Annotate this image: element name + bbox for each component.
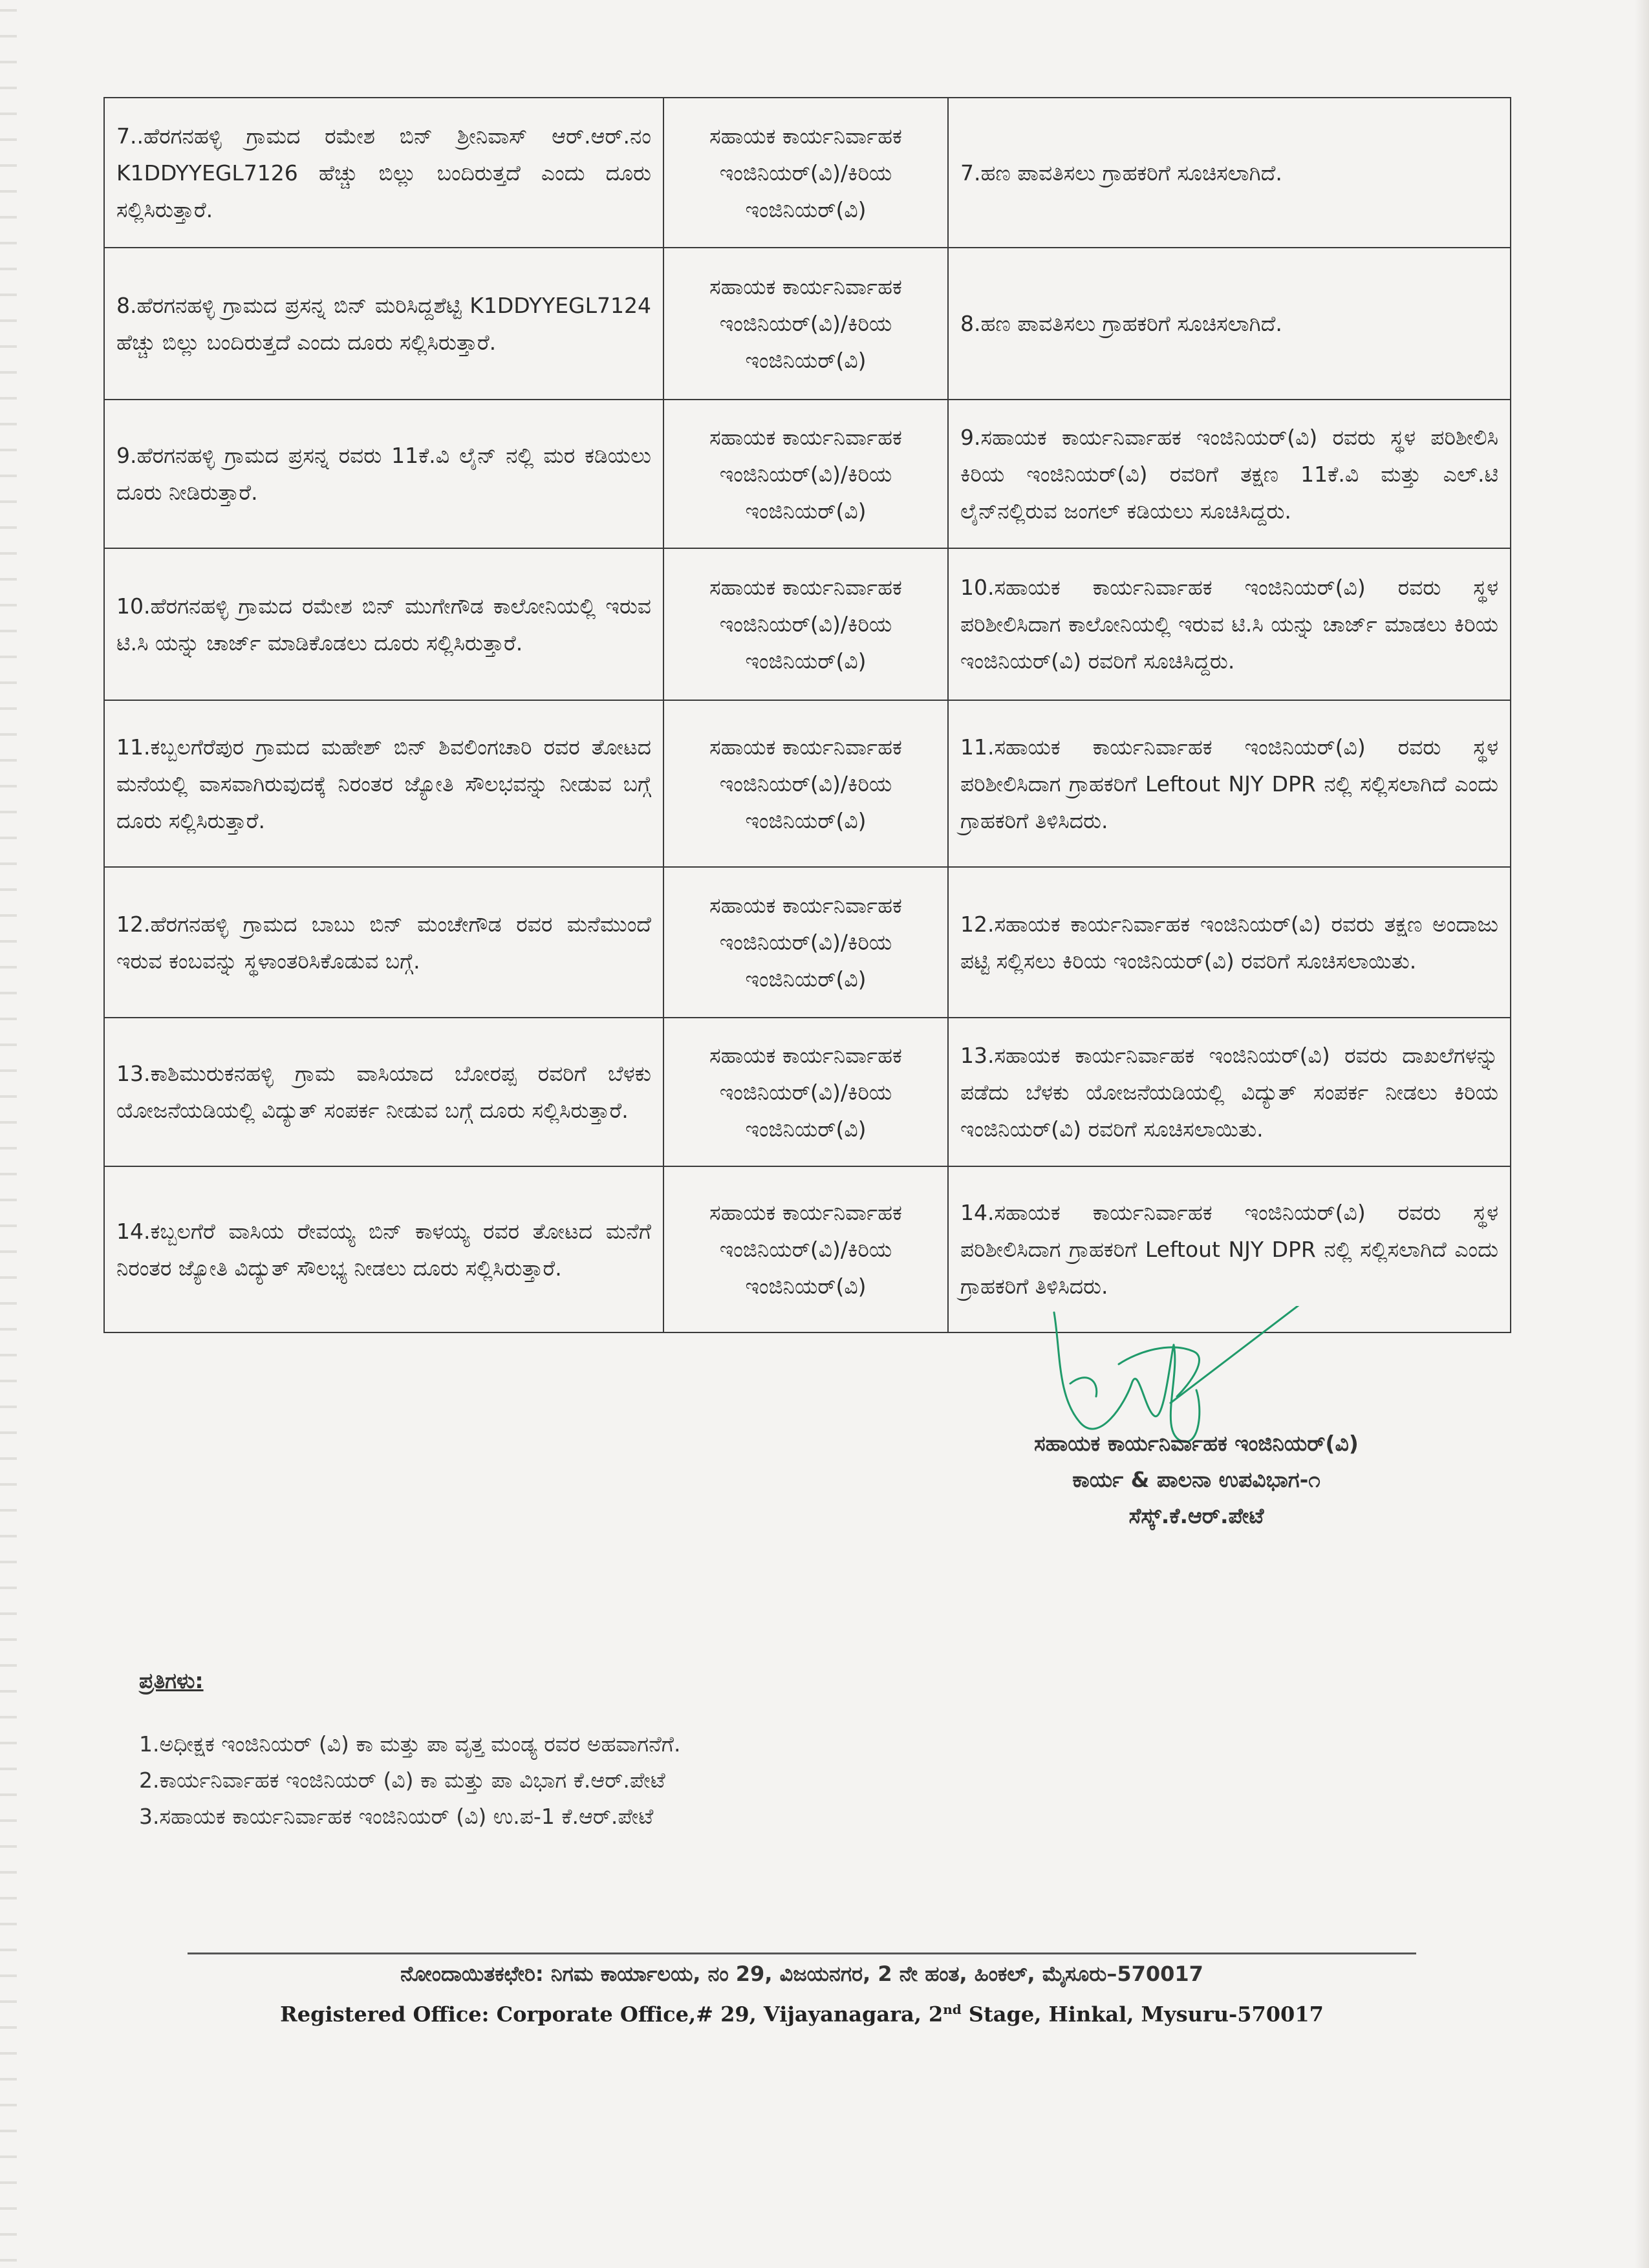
copy-item: 3.ಸಹಾಯಕ ಕಾರ್ಯನಿರ್ವಾಹಕ ಇಂಜಿನಿಯರ್ (ವಿ) ಉ.ಪ-1 ಕೆ.ಆರ್.ಪೇಟೆ	[139, 1804, 654, 1829]
action-cell: 13.ಸಹಾಯಕ ಕಾರ್ಯನಿರ್ವಾಹಕ ಇಂಜಿನಿಯರ್(ವಿ) ರವರು ದಾಖಲೆಗಳನ್ನು ಪಡೆದು ಬೆಳಕು ಯೋಜನೆಯಡಿಯಲ್ಲಿ ವಿದ್ಯುತ್ ಸಂಪರ್ಕ ನೀಡಲು ಕಿರಿಯ ಇಂಜಿನಿಯರ್(ವಿ) ರವರಿಗೆ ಸೂಚಿಸಲಾಯಿತು.	[948, 1018, 1511, 1166]
action-cell: 9.ಸಹಾಯಕ ಕಾರ್ಯನಿರ್ವಾಹಕ ಇಂಜಿನಿಯರ್(ವಿ) ರವರು ಸ್ಥಳ ಪರಿಶೀಲಿಸಿ ಕಿರಿಯ ಇಂಜಿನಿಯರ್(ವಿ) ರವರಿಗೆ ತಕ್ಷಣ 11ಕೆ.ವಿ ಮತ್ತು ಎಲ್.ಟಿ ಲೈನ್‌ನಲ್ಲಿರುವ ಜಂಗಲ್ ಕಡಿಯಲು ಸೂಚಿಸಿದ್ದರು.	[948, 400, 1511, 548]
signatory-designation: ಸಹಾಯಕ ಕಾರ್ಯನಿರ್ವಾಹಕ ಇಂಜಿನಿಯರ್(ವಿ)	[1034, 1431, 1359, 1456]
footer-address-kannada: ನೋಂದಾಯಿತಕಛೇರಿ: ನಿಗಮ ಕಾರ್ಯಾಲಯ, ನಂ 29, ವಿಜಯನಗರ, 2 ನೇ ಹಂತ, ಹಿಂಕಲ್, ಮೈಸೂರು–570017	[400, 1962, 1203, 1986]
action-cell: 11.ಸಹಾಯಕ ಕಾರ್ಯನಿರ್ವಾಹಕ ಇಂಜಿನಿಯರ್(ವಿ) ರವರು ಸ್ಥಳ ಪರಿಶೀಲಿಸಿದಾಗ ಗ್ರಾಹಕರಿಗೆ Leftout NJY DPR ನಲ್ಲಿ ಸಲ್ಲಿಸಲಾಗಿದೆ ಎಂದು ಗ್ರಾಹಕರಿಗೆ ತಿಳಿಸಿದರು.	[948, 700, 1511, 867]
officer-cell: ಸಹಾಯಕ ಕಾರ್ಯನಿರ್ವಾಹಕ ಇಂಜಿನಿಯರ್(ವಿ)/ಕಿರಿಯ ಇಂಜಿನಿಯರ್(ವಿ)	[663, 1166, 948, 1332]
table-row	[104, 867, 1511, 1018]
action-cell: 10.ಸಹಾಯಕ ಕಾರ್ಯನಿರ್ವಾಹಕ ಇಂಜಿನಿಯರ್(ವಿ) ರವರು ಸ್ಥಳ ಪರಿಶೀಲಿಸಿದಾಗ ಕಾಲೋನಿಯಲ್ಲಿ ಇರುವ ಟಿ.ಸಿ ಯನ್ನು ಚಾರ್ಜ್ ಮಾಡಲು ಕಿರಿಯ ಇಂಜಿನಿಯರ್(ವಿ) ರವರಿಗೆ ಸೂಚಿಸಿದ್ದರು.	[948, 548, 1511, 700]
complaint-cell: 12.ಹೆರಗನಹಳ್ಳಿ ಗ್ರಾಮದ ಬಾಬು ಬಿನ್ ಮಂಚೇಗೌಡ ರವರ ಮನೆಮುಂದೆ ಇರುವ ಕಂಬವನ್ನು ಸ್ಥಳಾಂತರಿಸಿಕೊಡುವ ಬಗ್ಗೆ.	[104, 867, 663, 1018]
action-cell: 8.ಹಣ ಪಾವತಿಸಲು ಗ್ರಾಹಕರಿಗೆ ಸೂಚಿಸಲಾಗಿದೆ.	[948, 248, 1511, 400]
complaint-cell: 11.ಕಬ್ಬಲಗೆರೆಪುರ ಗ್ರಾಮದ ಮಹೇಶ್ ಬಿನ್ ಶಿವಲಿಂಗಚಾರಿ ರವರ ತೋಟದ ಮನೆಯಲ್ಲಿ ವಾಸವಾಗಿರುವುದಕ್ಕೆ ನಿರಂತರ ಜ್ಯೋತಿ ಸೌಲಭವನ್ನು ನೀಡುವ ಬಗ್ಗೆ ದೂರು ಸಲ್ಲಿಸಿರುತ್ತಾರೆ.	[104, 700, 663, 867]
table-row	[104, 248, 1511, 400]
complaints-table	[103, 97, 1511, 1333]
complaint-cell: 13.ಕಾಶಿಮುರುಕನಹಳ್ಳಿ ಗ್ರಾಮ ವಾಸಿಯಾದ ಬೋರಪ್ಪ ರವರಿಗೆ ಬೆಳಕು ಯೋಜನೆಯಡಿಯಲ್ಲಿ ವಿದ್ಯುತ್ ಸಂಪರ್ಕ ನೀಡುವ ಬಗ್ಗೆ ದೂರು ಸಲ್ಲಿಸಿರುತ್ತಾರೆ.	[104, 1018, 663, 1166]
table-row	[104, 700, 1511, 867]
complaint-cell: 10.ಹೆರಗನಹಳ್ಳಿ ಗ್ರಾಮದ ರಮೇಶ ಬಿನ್ ಮುಗೇಗೌಡ ಕಾಲೋನಿಯಲ್ಲಿ ಇರುವ ಟಿ.ಸಿ ಯನ್ನು ಚಾರ್ಜ್ ಮಾಡಿಕೊಡಲು ದೂರು ಸಲ್ಲಿಸಿರುತ್ತಾರೆ.	[104, 548, 663, 700]
copies-heading: ಪ್ರತಿಗಳು:	[139, 1668, 204, 1693]
officer-cell: ಸಹಾಯಕ ಕಾರ್ಯನಿರ್ವಾಹಕ ಇಂಜಿನಿಯರ್(ವಿ)/ಕಿರಿಯ ಇಂಜಿನಿಯರ್(ವಿ)	[663, 867, 948, 1018]
signatory-block	[905, 1426, 1487, 1534]
copies-list	[139, 1726, 1044, 1835]
officer-cell: ಸಹಾಯಕ ಕಾರ್ಯನಿರ್ವಾಹಕ ಇಂಜಿನಿಯರ್(ವಿ)/ಕಿರಿಯ ಇಂಜಿನಿಯರ್(ವಿ)	[663, 400, 948, 548]
complaint-cell: 7..ಹೆರಗನಹಳ್ಳಿ ಗ್ರಾಮದ ರಮೇಶ ಬಿನ್ ಶ್ರೀನಿವಾಸ್ ಆರ್.ಆರ್.ನಂ K1DDYYEGL7126 ಹೆಚ್ಚು ಬಿಲ್ಲು ಬಂದಿರುತ್ತದೆ ಎಂದು ದೂರು ಸಲ್ಲಿಸಿರುತ್ತಾರೆ.	[104, 98, 663, 248]
signatory-office: ಕಾರ್ಯ & ಪಾಲನಾ ಉಪವಿಭಾಗ-೧	[1072, 1467, 1320, 1492]
copy-item: 1.ಅಧೀಕ್ಷಕ ಇಂಜಿನಿಯರ್ (ವಿ) ಕಾ ಮತ್ತು ಪಾ ವೃತ್ತ ಮಂಡ್ಯ ರವರ ಅಹವಾಗನೆಗೆ.	[139, 1731, 681, 1757]
officer-cell: ಸಹಾಯಕ ಕಾರ್ಯನಿರ್ವಾಹಕ ಇಂಜಿನಿಯರ್(ವಿ)/ಕಿರಿಯ ಇಂಜಿನಿಯರ್(ವಿ)	[663, 248, 948, 400]
copy-item: 2.ಕಾರ್ಯನಿರ್ವಾಹಕ ಇಂಜಿನಿಯರ್ (ವಿ) ಕಾ ಮತ್ತು ಪಾ ವಿಭಾಗ ಕೆ.ಆರ್.ಪೇಟೆ	[139, 1768, 665, 1793]
table-row	[104, 548, 1511, 700]
officer-cell: ಸಹಾಯಕ ಕಾರ್ಯನಿರ್ವಾಹಕ ಇಂಜಿನಿಯರ್(ವಿ)/ಕಿರಿಯ ಇಂಜಿನಿಯರ್(ವಿ)	[663, 548, 948, 700]
action-cell: 14.ಸಹಾಯಕ ಕಾರ್ಯನಿರ್ವಾಹಕ ಇಂಜಿನಿಯರ್(ವಿ) ರವರು ಸ್ಥಳ ಪರಿಶೀಲಿಸಿದಾಗ ಗ್ರಾಹಕರಿಗೆ Leftout NJY DPR ನಲ್ಲಿ ಸಲ್ಲಿಸಲಾಗಿದೆ ಎಂದು ಗ್ರಾಹಕರಿಗೆ ತಿಳಿಸಿದರು.	[948, 1166, 1511, 1332]
complaint-cell: 14.ಕಬ್ಬಲಗೆರೆ ವಾಸಿಯ ರೇವಯ್ಯ ಬಿನ್ ಕಾಳಯ್ಯ ರವರ ತೋಟದ ಮನೆಗೆ ನಿರಂತರ ಜ್ಯೋತಿ ವಿದ್ಯುತ್ ಸೌಲಭ್ಯ ನೀಡಲು ದೂರು ಸಲ್ಲಿಸಿರುತ್ತಾರೆ.	[104, 1166, 663, 1332]
action-cell: 7.ಹಣ ಪಾವತಿಸಲು ಗ್ರಾಹಕರಿಗೆ ಸೂಚಿಸಲಾಗಿದೆ.	[948, 98, 1511, 248]
footer-english-sup: nd	[943, 2002, 962, 2017]
scan-edge-left	[0, 0, 17, 2268]
complaint-cell: 9.ಹೆರಗನಹಳ್ಳಿ ಗ್ರಾಮದ ಪ್ರಸನ್ನ ರವರು 11ಕೆ.ವಿ ಲೈನ್ ನಲ್ಲಿ ಮರ ಕಡಿಯಲು ದೂರು ನೀಡಿರುತ್ತಾರೆ.	[104, 400, 663, 548]
scan-edge-right	[1635, 0, 1649, 2268]
table-row	[104, 1018, 1511, 1166]
footer-divider	[188, 1952, 1416, 1954]
officer-cell: ಸಹಾಯಕ ಕಾರ್ಯನಿರ್ವಾಹಕ ಇಂಜಿನಿಯರ್(ವಿ)/ಕಿರಿಯ ಇಂಜಿನಿಯರ್(ವಿ)	[663, 98, 948, 248]
footer-english-part1: Registered Office: Corporate Office,# 29, Vijayanagara, 2	[280, 2002, 943, 2027]
table-row	[104, 98, 1511, 248]
table-row	[104, 400, 1511, 548]
officer-cell: ಸಹಾಯಕ ಕಾರ್ಯನಿರ್ವಾಹಕ ಇಂಜಿನಿಯರ್(ವಿ)/ಕಿರಿಯ ಇಂಜಿನಿಯರ್(ವಿ)	[663, 700, 948, 867]
footer-address-english	[188, 1993, 1416, 2031]
signatory-location: ಸೆಸ್ಕ್.ಕೆ.ಆರ್.ಪೇಟೆ	[1128, 1503, 1264, 1528]
footer-english-part2: Stage, Hinkal, Mysuru-570017	[961, 2002, 1324, 2027]
officer-cell: ಸಹಾಯಕ ಕಾರ್ಯನಿರ್ವಾಹಕ ಇಂಜಿನಿಯರ್(ವಿ)/ಕಿರಿಯ ಇಂಜಿನಿಯರ್(ವಿ)	[663, 1018, 948, 1166]
complaint-cell: 8.ಹೆರಗನಹಳ್ಳಿ ಗ್ರಾಮದ ಪ್ರಸನ್ನ ಬಿನ್ ಮರಿಸಿದ್ದಶೆಟ್ಟಿ K1DDYYEGL7124 ಹೆಚ್ಚು ಬಿಲ್ಲು ಬಂದಿರುತ್ತದೆ ಎಂದು ದೂರು ಸಲ್ಲಿಸಿರುತ್ತಾರೆ.	[104, 248, 663, 400]
action-cell: 12.ಸಹಾಯಕ ಕಾರ್ಯನಿರ್ವಾಹಕ ಇಂಜಿನಿಯರ್(ವಿ) ರವರು ತಕ್ಷಣ ಅಂದಾಜು ಪಟ್ಟಿ ಸಲ್ಲಿಸಲು ಕಿರಿಯ ಇಂಜಿನಿಯರ್(ವಿ) ರವರಿಗೆ ಸೂಚಿಸಲಾಯಿತು.	[948, 867, 1511, 1018]
